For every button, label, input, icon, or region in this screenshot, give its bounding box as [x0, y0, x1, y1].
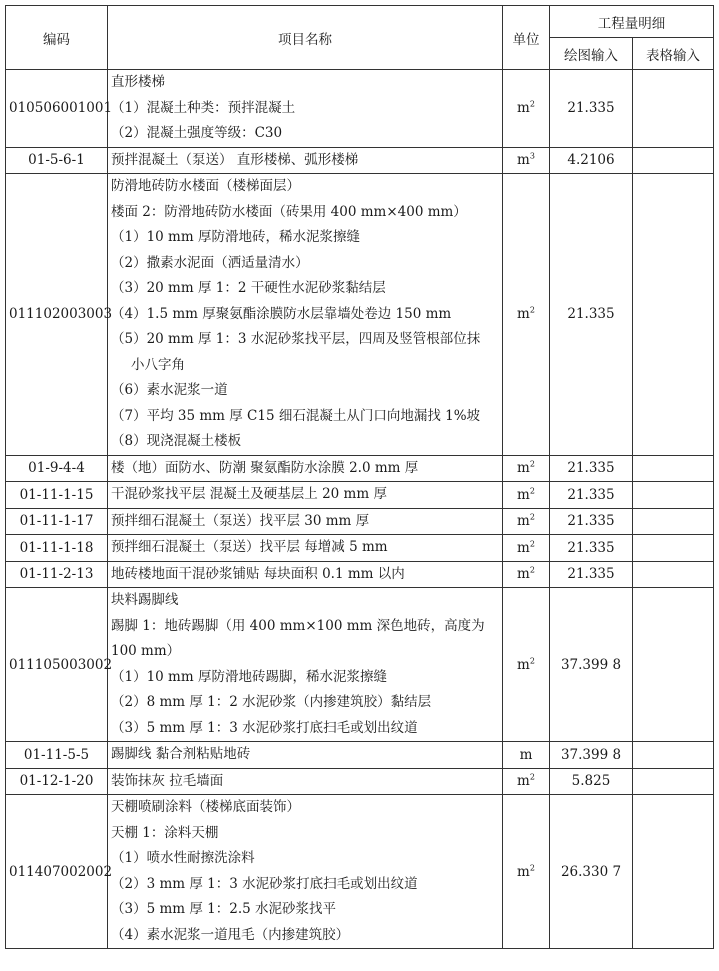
row-drawing-input: 21.335	[550, 455, 633, 482]
row-unit	[503, 588, 550, 742]
row-item-name	[108, 588, 503, 742]
row-table-input	[633, 482, 714, 509]
row-unit	[503, 508, 550, 535]
item-description-line: （6）素水泥浆一道	[111, 382, 228, 398]
item-description-line: 踢脚 1：地砖踢脚（用 400 mm×100 mm 深色地砖，高度为	[111, 617, 485, 634]
item-description-line: 楼（地）面防水、防潮 聚氨酯防水涂膜 2.0 mm 厚	[111, 459, 419, 476]
unit-exponent: 3	[529, 151, 535, 161]
unit-exponent: 2	[529, 486, 535, 496]
quantity-table	[5, 5, 714, 949]
row-item-name	[108, 455, 503, 482]
row-item-name	[108, 768, 503, 795]
header-quantity-detail: 工程量明细	[550, 6, 714, 38]
item-description-line: 小八字角	[131, 356, 185, 373]
header-unit: 单位	[503, 6, 550, 70]
item-description-line: （5）20 mm 厚 1：3 水泥砂浆找平层，四周及竖管根部位抹	[111, 331, 481, 347]
table-row	[6, 455, 714, 482]
unit-exponent: 2	[529, 459, 535, 469]
row-table-input	[633, 535, 714, 562]
item-description-line: （3）20 mm 厚 1：2 干硬性水泥砂浆黏结层	[111, 280, 386, 296]
item-description-line: （2）撒素水泥面（洒适量清水）	[111, 254, 309, 271]
item-description-line: （1）10 mm 厚防滑地砖踢脚，稀水泥浆擦缝	[111, 668, 387, 685]
item-description-line: （2）3 mm 厚 1：3 水泥砂浆打底扫毛或划出纹道	[111, 875, 418, 892]
row-table-input	[633, 147, 714, 174]
row-table-input	[633, 588, 714, 742]
item-description-line: （3）5 mm 厚 1：3 水泥砂浆打底扫毛或划出纹道	[111, 719, 418, 736]
unit-exponent: 2	[529, 656, 535, 665]
row-drawing-input: 37.399 8	[550, 742, 633, 769]
row-unit	[503, 70, 550, 148]
unit-base: m	[517, 152, 530, 169]
row-item-name	[108, 482, 503, 509]
row-item-name	[108, 561, 503, 588]
table-row	[6, 742, 714, 769]
row-code: 01-12-1-20	[6, 768, 108, 795]
item-description-line: （8）现浇混凝土楼板	[111, 433, 242, 449]
row-item-name	[108, 535, 503, 562]
table-row	[6, 70, 714, 148]
quantity-table-container	[5, 5, 714, 949]
row-unit	[503, 795, 550, 949]
row-table-input	[633, 174, 714, 456]
item-description-line: （4）1.5 mm 厚聚氨酯涂膜防水层靠墙处卷边 150 mm	[111, 305, 452, 322]
item-description-line: 防滑地砖防水楼面（楼梯面层）	[111, 178, 300, 194]
table-row	[6, 795, 714, 949]
unit-exponent: 2	[529, 565, 535, 575]
row-code: 01-5-6-1	[6, 147, 108, 174]
unit-exponent: 2	[529, 539, 535, 549]
item-description-line: 天棚 1：涂料天棚	[111, 824, 219, 841]
row-code: 01-11-1-15	[6, 482, 108, 509]
item-description-line: 干混砂浆找平层 混凝土及硬基层上 20 mm 厚	[111, 486, 387, 502]
row-code: 011102003003	[6, 174, 108, 456]
row-code: 010506001001	[6, 70, 108, 148]
item-description-line: 装饰抹灰 拉毛墙面	[111, 772, 224, 789]
item-description-line: （1）喷水性耐擦洗涂料	[111, 850, 255, 866]
row-table-input	[633, 561, 714, 588]
unit-exponent: 2	[529, 99, 535, 109]
unit-base: m	[517, 100, 530, 117]
unit-base: m	[517, 656, 530, 673]
item-description-line: （3）5 mm 厚 1：2.5 水泥砂浆找平	[111, 901, 337, 917]
row-unit	[503, 561, 550, 588]
row-item-name	[108, 742, 503, 769]
item-description-line: 天棚喷刷涂料（楼梯底面装饰）	[111, 799, 300, 815]
row-unit	[503, 147, 550, 174]
table-body	[6, 70, 714, 949]
unit-exponent: 2	[529, 512, 535, 522]
unit-base: m	[517, 486, 530, 503]
header-item-name: 项目名称	[108, 6, 503, 70]
unit-base: m	[517, 513, 530, 530]
item-description-line: 预拌混凝土（泵送） 直形楼梯、弧形楼梯	[111, 151, 359, 168]
table-row	[6, 482, 714, 509]
item-description-line: （7）平均 35 mm 厚 C15 细石混凝土从门口向地漏找 1%坡	[111, 407, 481, 424]
row-code: 01-9-4-4	[6, 455, 108, 482]
table-row	[6, 508, 714, 535]
unit-base: m	[517, 863, 530, 880]
item-description-line: 块料踢脚线	[111, 592, 179, 608]
row-code: 01-11-1-18	[6, 535, 108, 562]
unit-exponent: 2	[529, 772, 535, 782]
item-description-line: （4）素水泥浆一道甩毛（内掺建筑胶）	[111, 926, 350, 943]
table-row	[6, 535, 714, 562]
row-code: 011407002002	[6, 795, 108, 949]
unit-base: m	[519, 746, 533, 763]
header-table-input: 表格输入	[633, 38, 714, 70]
item-description-line: 预拌细石混凝土（泵送）找平层 每增减 5 mm	[111, 539, 388, 555]
row-unit	[503, 742, 550, 769]
row-drawing-input: 26.330 7	[550, 795, 633, 949]
row-item-name	[108, 508, 503, 535]
item-description-line: （2）混凝土强度等级：C30	[111, 125, 283, 141]
row-table-input	[633, 742, 714, 769]
table-row	[6, 768, 714, 795]
row-unit	[503, 174, 550, 456]
row-drawing-input: 37.399 8	[550, 588, 633, 742]
row-item-name	[108, 147, 503, 174]
row-item-name	[108, 174, 503, 456]
row-code: 011105003002	[6, 588, 108, 742]
table-row	[6, 561, 714, 588]
row-drawing-input: 21.335	[550, 70, 633, 148]
row-table-input	[633, 508, 714, 535]
row-table-input	[633, 795, 714, 949]
row-drawing-input: 21.335	[550, 561, 633, 588]
row-drawing-input: 21.335	[550, 174, 633, 456]
unit-base: m	[517, 566, 530, 583]
row-drawing-input: 21.335	[550, 535, 633, 562]
row-code: 01-11-2-13	[6, 561, 108, 588]
row-unit	[503, 535, 550, 562]
row-table-input	[633, 455, 714, 482]
row-unit	[503, 482, 550, 509]
item-description-line: （2）8 mm 厚 1：2 水泥砂浆（内掺建筑胶）黏结层	[111, 694, 432, 710]
item-description-line: （1）10 mm 厚防滑地砖，稀水泥浆擦缝	[111, 229, 360, 245]
unit-exponent: 2	[529, 863, 535, 872]
table-row	[6, 174, 714, 456]
row-drawing-input: 21.335	[550, 482, 633, 509]
unit-exponent: 2	[529, 305, 535, 315]
item-description-line: 直形楼梯	[111, 74, 165, 90]
header-drawing-input: 绘图输入	[550, 38, 633, 70]
unit-base: m	[517, 539, 530, 556]
row-item-name	[108, 70, 503, 148]
unit-base: m	[517, 306, 530, 323]
row-code: 01-11-1-17	[6, 508, 108, 535]
item-description-line: 100 mm）	[111, 643, 181, 659]
item-description-line: 楼面 2：防滑地砖防水楼面（砖果用 400 mm×400 mm）	[111, 203, 467, 220]
item-description-line: 预拌细石混凝土（泵送）找平层 30 mm 厚	[111, 512, 370, 529]
header-code: 编码	[6, 6, 108, 70]
item-description-line: （1）混凝土种类：预拌混凝土	[111, 99, 296, 116]
row-drawing-input: 5.825	[550, 768, 633, 795]
row-item-name	[108, 795, 503, 949]
row-drawing-input: 21.335	[550, 508, 633, 535]
row-code: 01-11-5-5	[6, 742, 108, 769]
row-table-input	[633, 768, 714, 795]
row-drawing-input: 4.2106	[550, 147, 633, 174]
row-table-input	[633, 70, 714, 148]
row-unit	[503, 455, 550, 482]
item-description-line: 踢脚线 黏合剂粘贴地砖	[111, 746, 251, 762]
item-description-line: 地砖楼地面干混砂浆铺贴 每块面积 0.1 mm 以内	[111, 565, 405, 582]
table-row	[6, 588, 714, 742]
row-unit	[503, 768, 550, 795]
table-row	[6, 147, 714, 174]
unit-base: m	[517, 460, 530, 477]
unit-base: m	[517, 773, 530, 790]
